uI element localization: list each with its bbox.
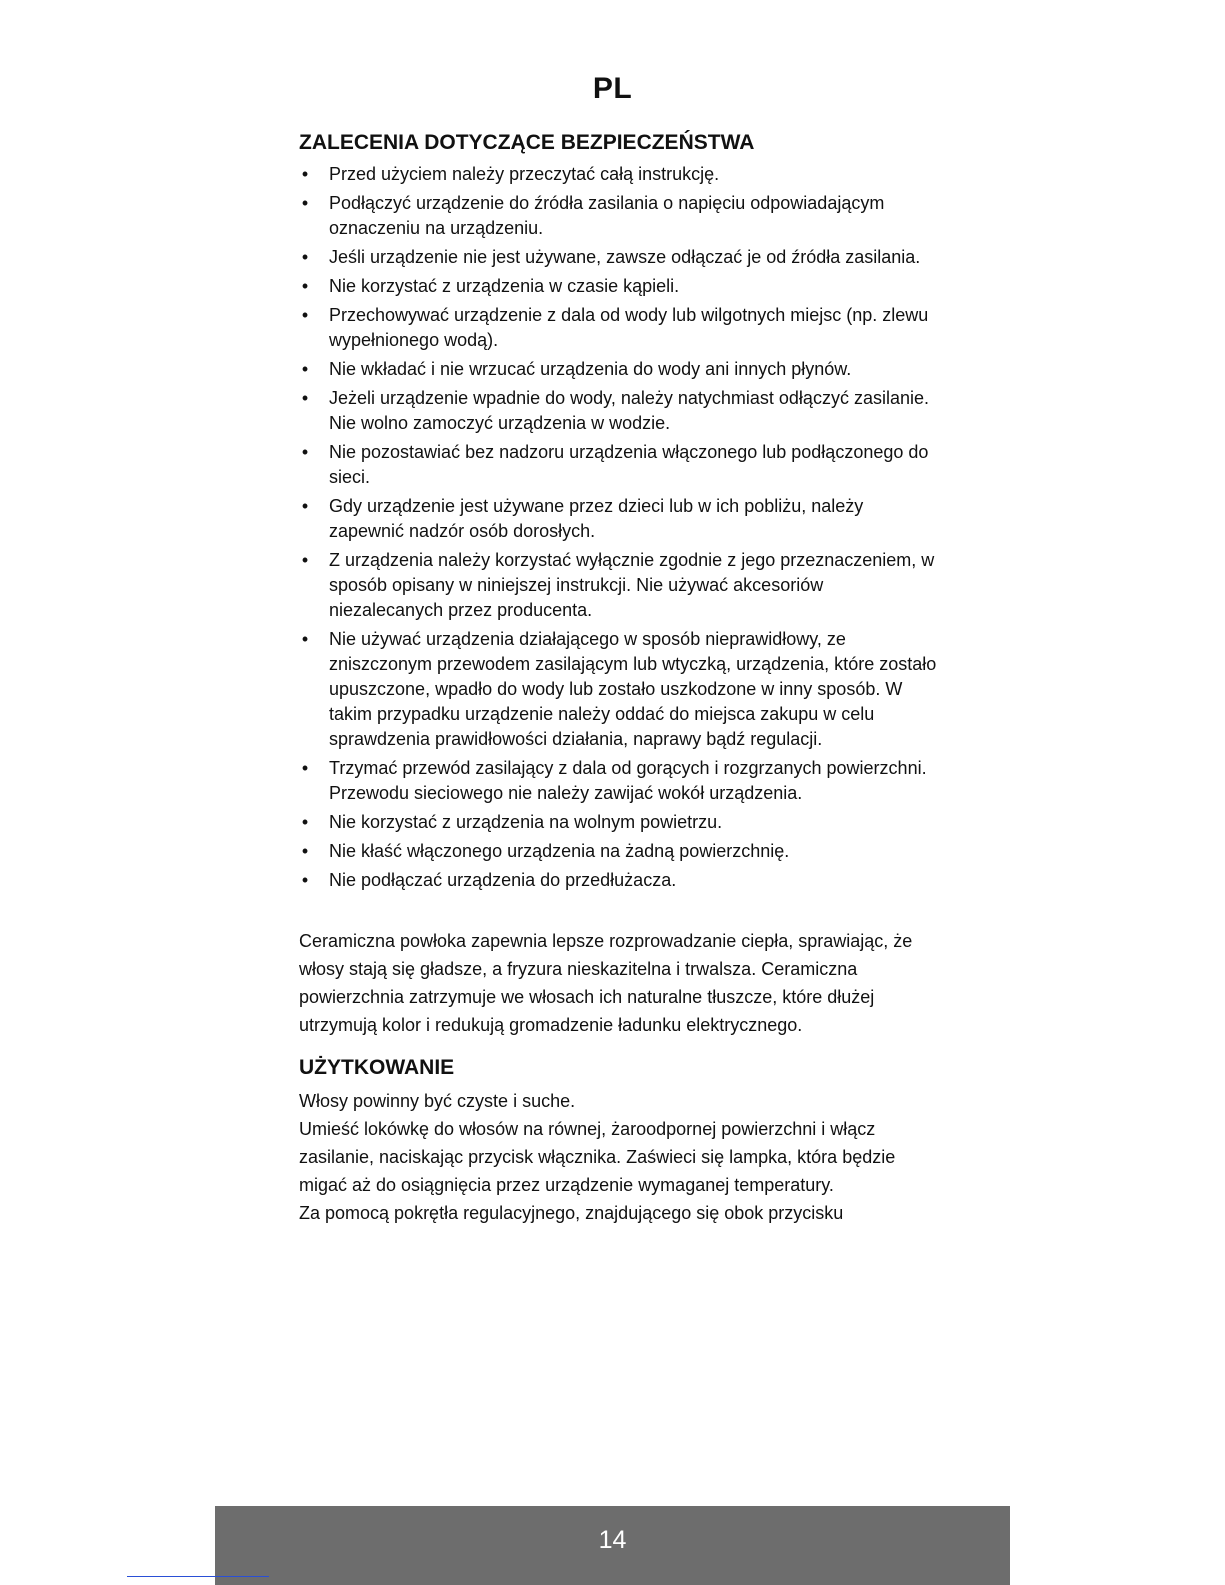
usage-paragraph: Za pomocą pokrętła regulacyjnego, znajdującego się obok przycisku bbox=[299, 1203, 844, 1223]
list-item bbox=[299, 162, 939, 187]
list-item-text: Podłączyć urządzenie do źródła zasilania o napięciu odpowiadającym oznaczeniu na urządzeniu. bbox=[329, 193, 885, 238]
bullet-icon: • bbox=[301, 442, 309, 462]
list-item bbox=[299, 810, 939, 835]
list-item bbox=[299, 245, 939, 270]
list-item-text: Jeżeli urządzenie wpadnie do wody, należy natychmiast odłączyć zasilanie. Nie wolno zamoczyć urządzenia w wodzie. bbox=[329, 388, 929, 433]
list-item bbox=[299, 627, 939, 752]
bullet-icon: • bbox=[301, 388, 309, 408]
list-item-text: Nie pozostawiać bez nadzoru urządzenia włączonego lub podłączonego do sieci. bbox=[329, 442, 929, 487]
bullet-icon: • bbox=[301, 193, 309, 213]
list-item-text: Nie używać urządzenia działającego w sposób nieprawidłowy, ze zniszczonym przewodem zasilającym lub wtyczką, urządzenia, które zostało upuszczone, wpadło do wody lub zostało uszkodzone w inny sposób. W takim przypadku urządzenie należy oddać do miejsca zakupu w celu sprawdzenia prawidłowości działania, naprawy bądź regulacji. bbox=[329, 629, 937, 749]
list-item-text: Jeśli urządzenie nie jest używane, zawsze odłączać je od źródła zasilania. bbox=[329, 247, 921, 267]
list-item-text: Nie korzystać z urządzenia w czasie kąpieli. bbox=[329, 276, 680, 296]
list-item bbox=[299, 440, 939, 490]
list-item-text: Trzymać przewód zasilający z dala od gorących i rozgrzanych powierzchni. Przewodu sieciowego nie należy zawijać wokół urządzenia. bbox=[329, 758, 927, 803]
list-item-text: Przed użyciem należy przeczytać całą instrukcję. bbox=[329, 164, 720, 184]
list-item bbox=[299, 386, 939, 436]
page-content bbox=[299, 130, 939, 1227]
list-item-text: Nie kłaść włączonego urządzenia na żadną powierzchnię. bbox=[329, 841, 790, 861]
list-item bbox=[299, 494, 939, 544]
divider-line bbox=[127, 1576, 269, 1577]
list-item-text: Przechowywać urządzenie z dala od wody lub wilgotnych miejsc (np. zlewu wypełnionego wodą). bbox=[329, 305, 929, 350]
bullet-icon: • bbox=[301, 629, 309, 649]
list-item bbox=[299, 868, 939, 893]
safety-list bbox=[299, 162, 939, 893]
usage-paragraph: Włosy powinny być czyste i suche. bbox=[299, 1091, 576, 1111]
list-item bbox=[299, 303, 939, 353]
bullet-icon: • bbox=[301, 359, 309, 379]
footer-bar bbox=[215, 1506, 1010, 1585]
page-number: 14 bbox=[598, 1526, 627, 1554]
language-title: PL bbox=[592, 72, 633, 105]
ceramic-paragraph: Ceramiczna powłoka zapewnia lepsze rozprowadzanie ciepła, sprawiając, że włosy stają się gładsze, a fryzura nieskazitelna i trwalsza. Ceramiczna powierzchnia zatrzymuje we włosach ich naturalne tłuszcze, które dłużej utrzymują kolor i redukują gromadzenie ładunku elektrycznego. bbox=[299, 931, 913, 1035]
bullet-icon: • bbox=[301, 870, 309, 890]
list-item bbox=[299, 839, 939, 864]
bullet-icon: • bbox=[301, 276, 309, 296]
usage-paragraph: Umieść lokówkę do włosów na równej, żaroodpornej powierzchni i włącz zasilanie, naciskając przycisk włącznika. Zaświeci się lampka, która będzie migać aż do osiągnięcia przez urządzenie wymaganej temperatury. bbox=[299, 1119, 896, 1195]
bullet-icon: • bbox=[301, 305, 309, 325]
bullet-icon: • bbox=[301, 247, 309, 267]
bullet-icon: • bbox=[301, 812, 309, 832]
bullet-icon: • bbox=[301, 164, 309, 184]
list-item bbox=[299, 756, 939, 806]
bullet-icon: • bbox=[301, 496, 309, 516]
list-item bbox=[299, 357, 939, 382]
safety-heading: ZALECENIA DOTYCZĄCE BEZPIECZEŃSTWA bbox=[299, 131, 755, 154]
list-item bbox=[299, 548, 939, 623]
list-item-text: Z urządzenia należy korzystać wyłącznie zgodnie z jego przeznaczeniem, w sposób opisany w niniejszej instrukcji. Nie używać akcesoriów niezalecanych przez producenta. bbox=[329, 550, 935, 620]
list-item bbox=[299, 274, 939, 299]
bullet-icon: • bbox=[301, 841, 309, 861]
usage-heading: UŻYTKOWANIE bbox=[299, 1056, 455, 1079]
bullet-icon: • bbox=[301, 550, 309, 570]
list-item-text: Nie korzystać z urządzenia na wolnym powietrzu. bbox=[329, 812, 723, 832]
bullet-icon: • bbox=[301, 758, 309, 778]
list-item bbox=[299, 191, 939, 241]
list-item-text: Nie wkładać i nie wrzucać urządzenia do wody ani innych płynów. bbox=[329, 359, 852, 379]
list-item-text: Gdy urządzenie jest używane przez dzieci lub w ich pobliżu, należy zapewnić nadzór osób dorosłych. bbox=[329, 496, 864, 541]
list-item-text: Nie podłączać urządzenia do przedłużacza. bbox=[329, 870, 677, 890]
